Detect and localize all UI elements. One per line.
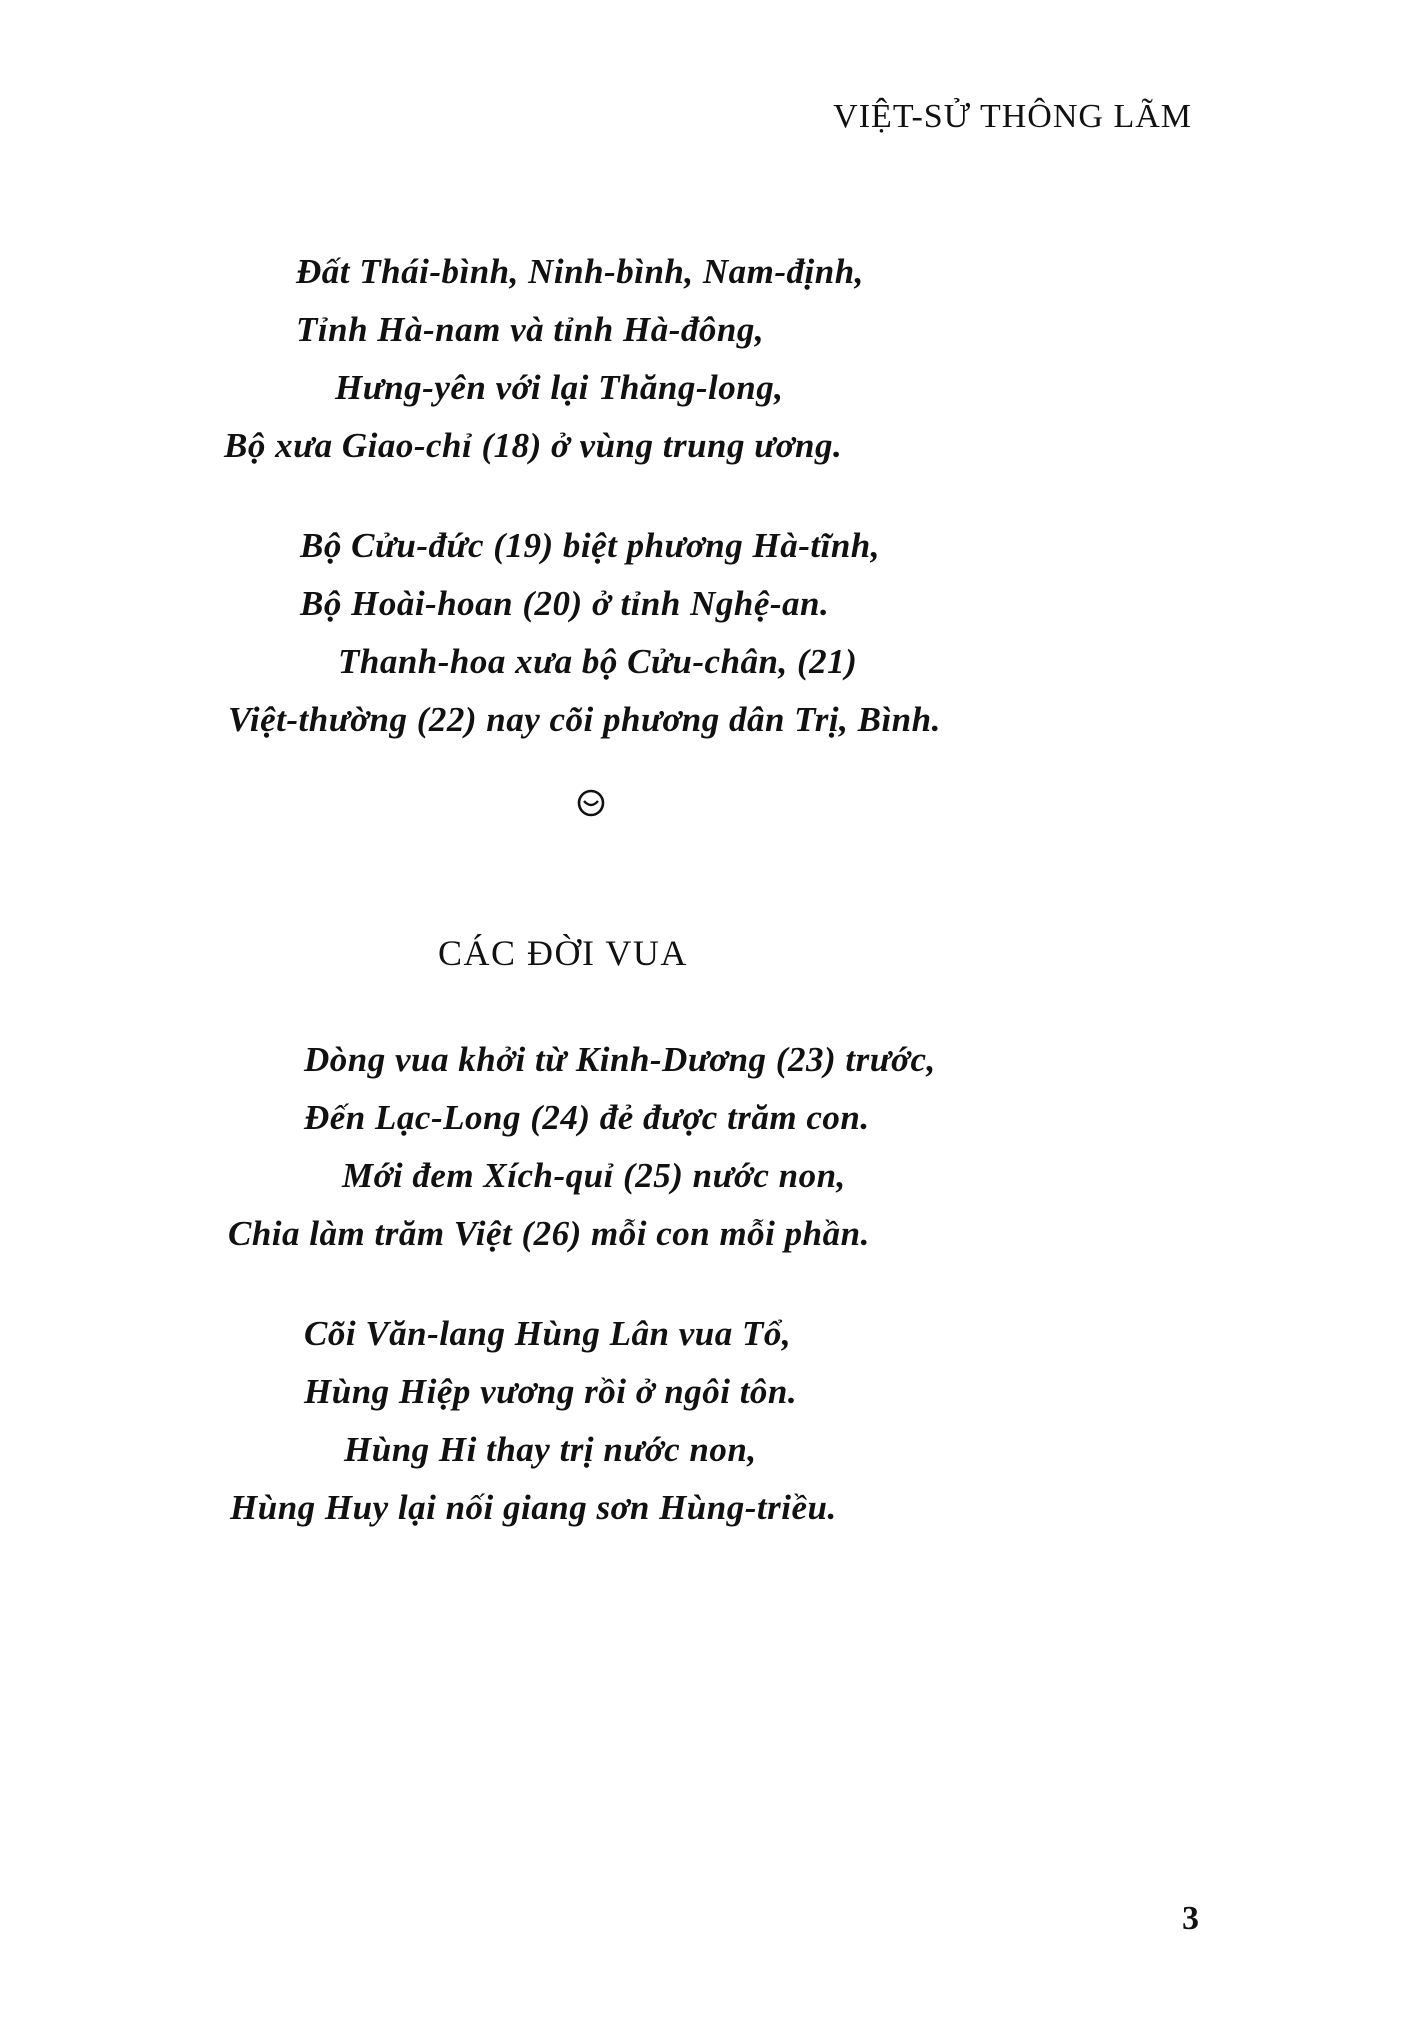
verse-line: Việt-thường (22) nay cõi phương dân Trị, Bình. [228,700,941,739]
verse-line: Cõi Văn-lang Hùng Lân vua Tổ, [304,1314,792,1353]
verse-line: Bộ Cửu-đức (19) biệt phương Hà-tĩnh, [300,526,881,565]
verse-line: Hưng-yên với lại Thăng-long, [335,368,784,407]
verse-line: Hùng Huy lại nối giang sơn Hùng-triều. [230,1488,837,1527]
verse-line: Hùng Hi thay trị nước non, [344,1430,757,1469]
circle-ornament-icon [576,788,606,818]
verse-line: Thanh-hoa xưa bộ Cửu-chân, (21) [338,642,858,681]
verse-line: Chia làm trăm Việt (26) mỗi con mỗi phần. [228,1214,870,1253]
verse-line: Bộ Hoài-hoan (20) ở tỉnh Nghệ-an. [300,584,830,623]
verse-line: Bộ xưa Giao-chỉ (18) ở vùng trung ương. [224,426,843,465]
verse-line: Hùng Hiệp vương rồi ở ngôi tôn. [304,1372,798,1411]
verse-line: Dòng vua khởi từ Kinh-Dương (23) trước, [304,1040,936,1079]
verse-line: Mới đem Xích-quỉ (25) nước non, [342,1156,846,1195]
running-header: VIỆT-SỬ THÔNG LÃM [833,98,1192,135]
verse-line: Đất Thái-bình, Ninh-bình, Nam-định, [296,252,864,291]
section-title: CÁC ĐỜI VUA [438,933,688,973]
verse-line: Tỉnh Hà-nam và tỉnh Hà-đông, [296,310,765,349]
page-number: 3 [1182,1900,1199,1937]
verse-line: Đến Lạc-Long (24) đẻ được trăm con. [304,1098,870,1137]
